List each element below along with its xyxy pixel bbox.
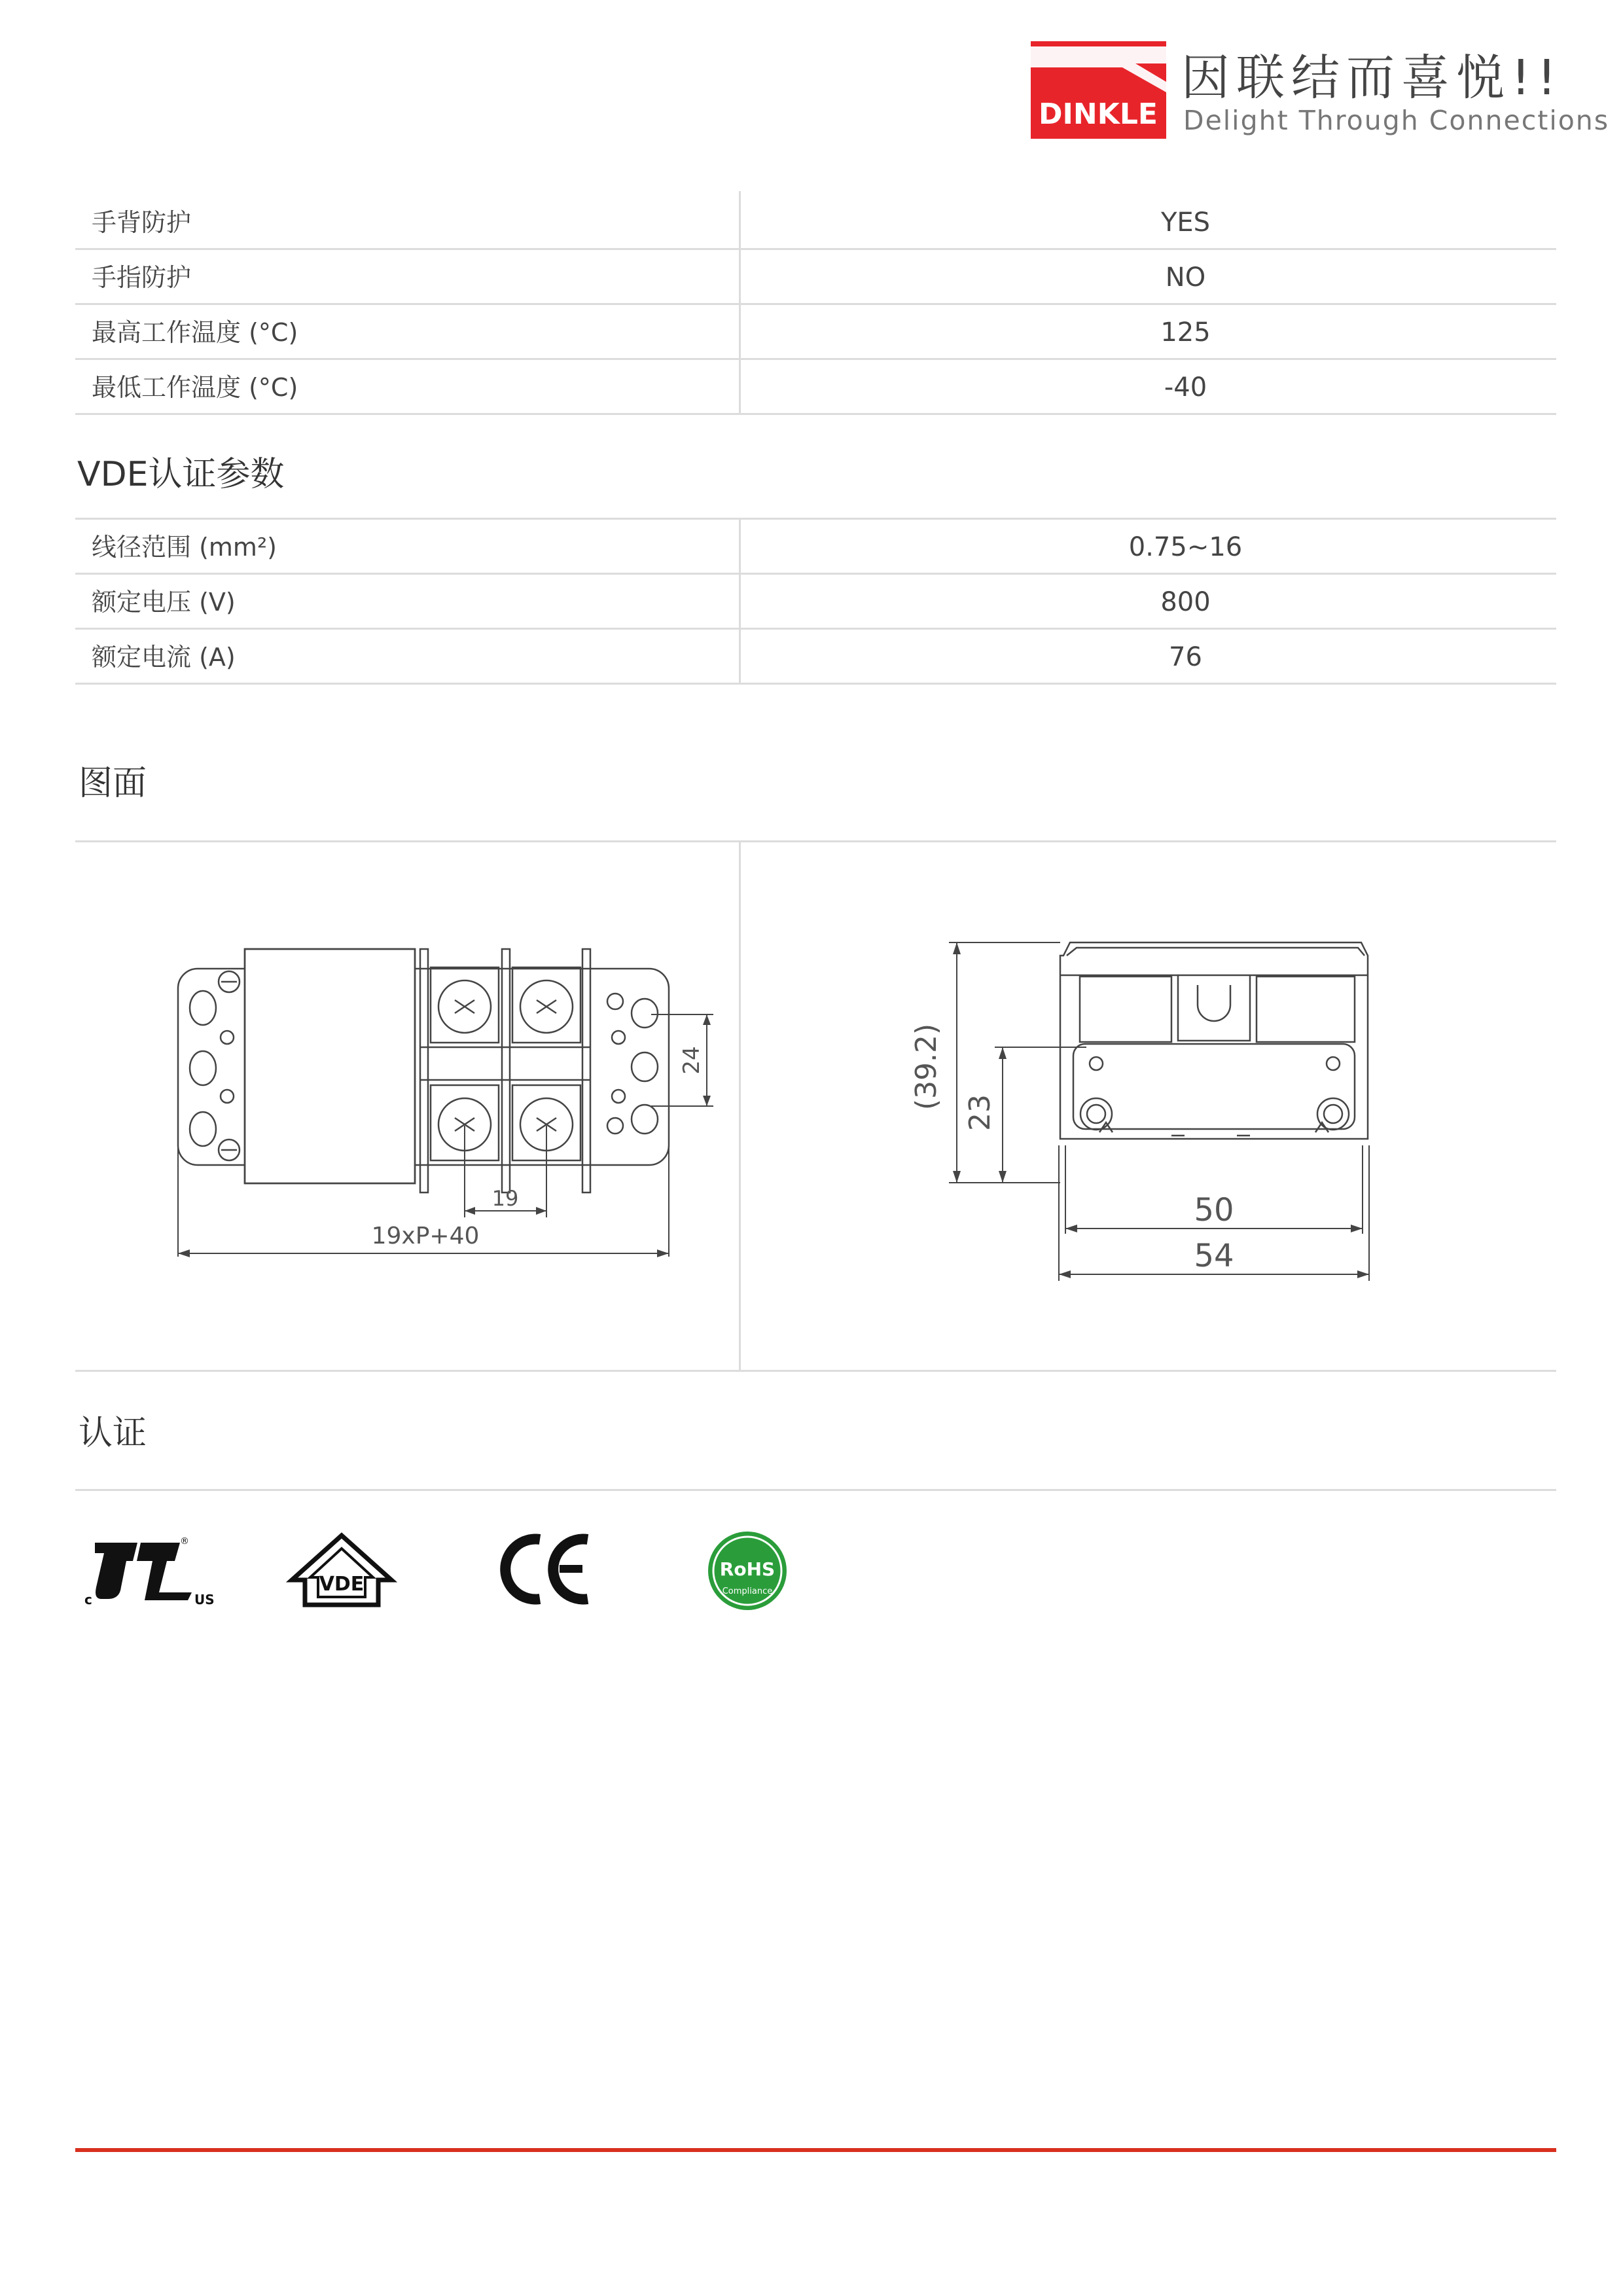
dim-height-label: 24: [679, 1046, 705, 1075]
top-view-drawing: [164, 929, 705, 1270]
slogan-english: Delight Through Connections: [1183, 105, 1610, 136]
table-row: [75, 360, 1556, 415]
footer-line: [75, 2148, 1556, 2152]
ce-mark-icon: [497, 1532, 596, 1607]
rohs-subtext: Compliance: [722, 1587, 773, 1596]
table-row: [75, 195, 1556, 250]
row-label: 最高工作温度 (°C): [92, 318, 298, 347]
spec-table-protection: [75, 195, 1556, 415]
dim-outer-width-label: 54: [1194, 1238, 1234, 1274]
row-value: NO: [1165, 262, 1206, 293]
ul-mark-icon: [82, 1535, 219, 1607]
row-value: -40: [1164, 372, 1207, 403]
row-value: 0.75~16: [1128, 532, 1243, 562]
dim-inner-width-label: 50: [1194, 1192, 1234, 1229]
ul-us: US: [194, 1592, 215, 1607]
section-title-certification: 认证: [79, 1414, 147, 1453]
table-row: [75, 250, 1556, 305]
vde-text: VDE: [319, 1573, 365, 1596]
dim-total-height-label: (39.2): [910, 1023, 943, 1111]
vde-mark-icon: [288, 1532, 396, 1610]
section-title-drawing: 图面: [79, 764, 147, 803]
row-label: 手背防护: [92, 208, 192, 237]
row-label: 手指防护: [92, 263, 192, 292]
table-row: [75, 630, 1556, 685]
rohs-text: RoHS: [719, 1558, 776, 1580]
left-mounting-holes: [190, 971, 240, 1160]
row-label: 额定电流 (A): [92, 643, 236, 672]
row-value: 76: [1169, 642, 1202, 672]
dim-pitch-label: 19: [491, 1186, 519, 1211]
row-value: YES: [1160, 207, 1211, 238]
row-value: 800: [1160, 587, 1211, 617]
drawing-divider: [739, 842, 741, 1371]
dim-length-label: 19xP+40: [371, 1223, 480, 1249]
front-plate: [1073, 1044, 1355, 1129]
row-label: 线径范围 (mm²): [92, 533, 277, 562]
table-row: [75, 575, 1556, 630]
table-row: [75, 305, 1556, 360]
right-mounting-holes: [607, 994, 658, 1134]
row-label: 最低工作温度 (°C): [92, 373, 298, 402]
ul-reg: ®: [180, 1536, 189, 1547]
dim-height-label: 23: [963, 1094, 997, 1131]
side-view-drawing: [903, 936, 1387, 1289]
brand-name: DINKLE: [1039, 98, 1158, 131]
spec-table-vde: [75, 520, 1556, 685]
slogan-chinese: 因联结而喜悦!!: [1181, 50, 1563, 106]
drawing-bottom-border: [75, 1370, 1556, 1372]
terminal-screws: [431, 967, 580, 1160]
drawing-top-border: [75, 840, 1556, 842]
table-row: [75, 520, 1556, 575]
side-screws: [1080, 1098, 1349, 1130]
certification-top-border: [75, 1489, 1556, 1491]
row-label: 额定电压 (V): [92, 588, 236, 617]
dinkle-logo: [1031, 41, 1166, 139]
section-title-vde: VDE认证参数: [77, 455, 285, 494]
rohs-mark-icon: [704, 1528, 792, 1613]
ul-c: c: [84, 1592, 92, 1607]
row-value: 125: [1160, 317, 1211, 348]
